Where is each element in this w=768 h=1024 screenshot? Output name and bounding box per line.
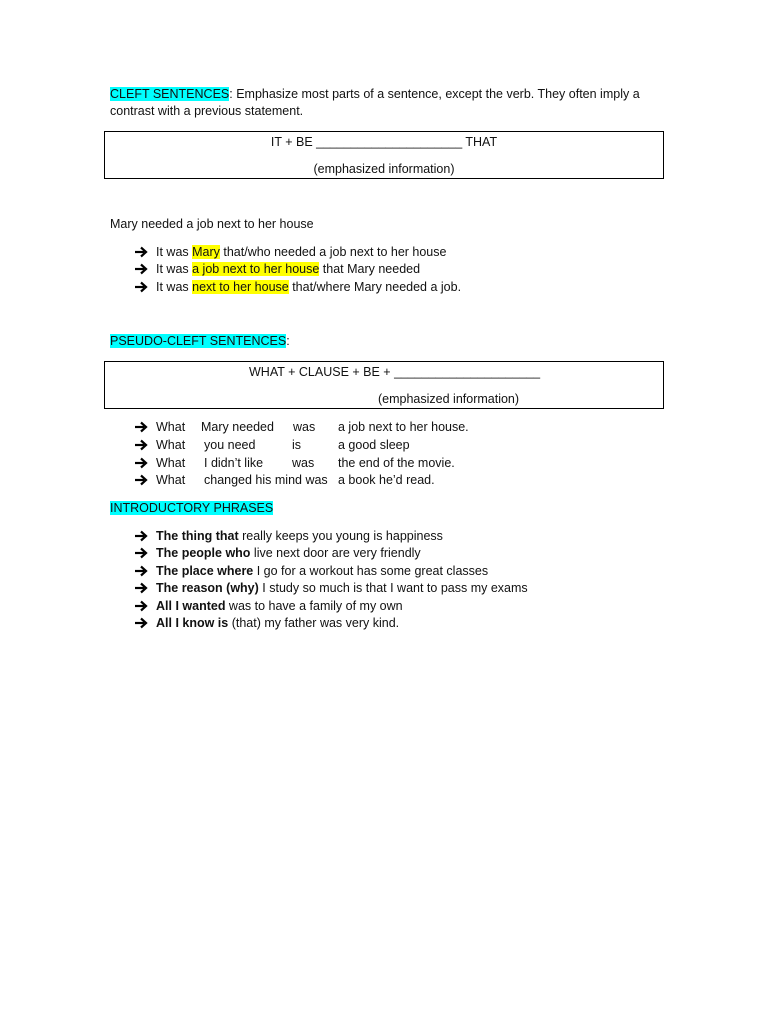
pseudo-heading-suffix: : [286, 334, 290, 348]
intro-phrase: The place where [156, 564, 254, 578]
pseudo-heading-line [110, 335, 290, 348]
arrow-right-icon [134, 420, 148, 434]
intro-item-1 [156, 530, 443, 543]
emphasized-info: the end of the movie. [338, 456, 455, 470]
arrow-right-icon [134, 599, 148, 613]
what-word: What [156, 473, 186, 487]
clause: changed his mind was [204, 473, 328, 487]
emphasized-info: a book he’d read. [338, 473, 435, 487]
what-word: What [156, 456, 186, 470]
cleft-example-1 [156, 246, 446, 259]
clause: Mary needed [201, 420, 274, 434]
arrow-right-icon [134, 438, 148, 452]
intro-heading: INTRODUCTORY PHRASES [110, 501, 274, 515]
cleft-intro-line2: contrast with a previous statement. [110, 104, 304, 118]
arrow-right-icon [134, 581, 148, 595]
cleft-formula-note: (emphasized information) [313, 162, 455, 176]
intro-item-4 [156, 582, 528, 595]
intro-rest: live next door are very friendly [250, 546, 421, 560]
arrow-right-icon [134, 262, 148, 276]
intro-heading-line [110, 502, 273, 515]
intro-item-3 [156, 565, 488, 578]
arrow-right-icon [134, 456, 148, 470]
pseudo-formula-note: (emphasized information) [378, 392, 520, 406]
arrow-right-icon [134, 473, 148, 487]
emphasized-info: a good sleep [338, 438, 410, 452]
emphasized-info: a job next to her house. [338, 420, 469, 434]
example-highlight: Mary [192, 245, 220, 259]
intro-rest: really keeps you young is happiness [238, 529, 443, 543]
intro-rest: I go for a workout has some great classes [253, 564, 489, 578]
clause: you need [204, 438, 256, 452]
cleft-formula-box [104, 131, 664, 179]
intro-rest: was to have a family of my own [225, 599, 403, 613]
cleft-intro-line1 [110, 88, 640, 101]
intro-rest: I study so much is that I want to pass my exams [258, 581, 528, 595]
intro-phrase: The thing that [156, 529, 239, 543]
intro-phrase: The reason (why) [156, 581, 259, 595]
pseudo-formula: WHAT + CLAUSE + BE + _____________________ [249, 365, 541, 379]
arrow-right-icon [134, 245, 148, 259]
cleft-intro-text: : Emphasize most parts of a sentence, except the verb. They often imply a [229, 87, 640, 101]
arrow-right-icon [134, 564, 148, 578]
arrow-right-icon [134, 616, 148, 630]
cleft-example-2 [156, 263, 420, 276]
what-word: What [156, 420, 186, 434]
example-highlight: a job next to her house [192, 262, 320, 276]
example-prefix: It was [156, 262, 193, 276]
be-verb: is [292, 438, 302, 452]
example-rest: that/who needed a job next to her house [219, 245, 447, 259]
pseudo-formula-box [104, 361, 664, 409]
intro-phrase: All I know is [156, 616, 229, 630]
clause: I didn’t like [204, 456, 264, 470]
intro-phrase: All I wanted [156, 599, 226, 613]
pseudo-heading: PSEUDO-CLEFT SENTENCES [110, 334, 287, 348]
example-prefix: It was [156, 245, 193, 259]
arrow-right-icon [134, 529, 148, 543]
example-highlight: next to her house [192, 280, 289, 294]
be-verb: was [293, 420, 316, 434]
example-prefix: It was [156, 280, 193, 294]
be-verb: was [292, 456, 315, 470]
arrow-right-icon [134, 280, 148, 294]
arrow-right-icon [134, 546, 148, 560]
cleft-example-3 [156, 281, 461, 294]
example-rest: that/where Mary needed a job. [288, 280, 462, 294]
cleft-formula: IT + BE _____________________ THAT [270, 135, 498, 149]
intro-item-2 [156, 547, 421, 560]
cleft-heading: CLEFT SENTENCES [110, 87, 230, 101]
intro-rest: (that) my father was very kind. [228, 616, 400, 630]
intro-item-5 [156, 600, 403, 613]
cleft-example-sentence: Mary needed a job next to her house [110, 217, 314, 231]
example-rest: that Mary needed [319, 262, 421, 276]
intro-item-6 [156, 617, 399, 630]
intro-phrase: The people who [156, 546, 251, 560]
what-word: What [156, 438, 186, 452]
